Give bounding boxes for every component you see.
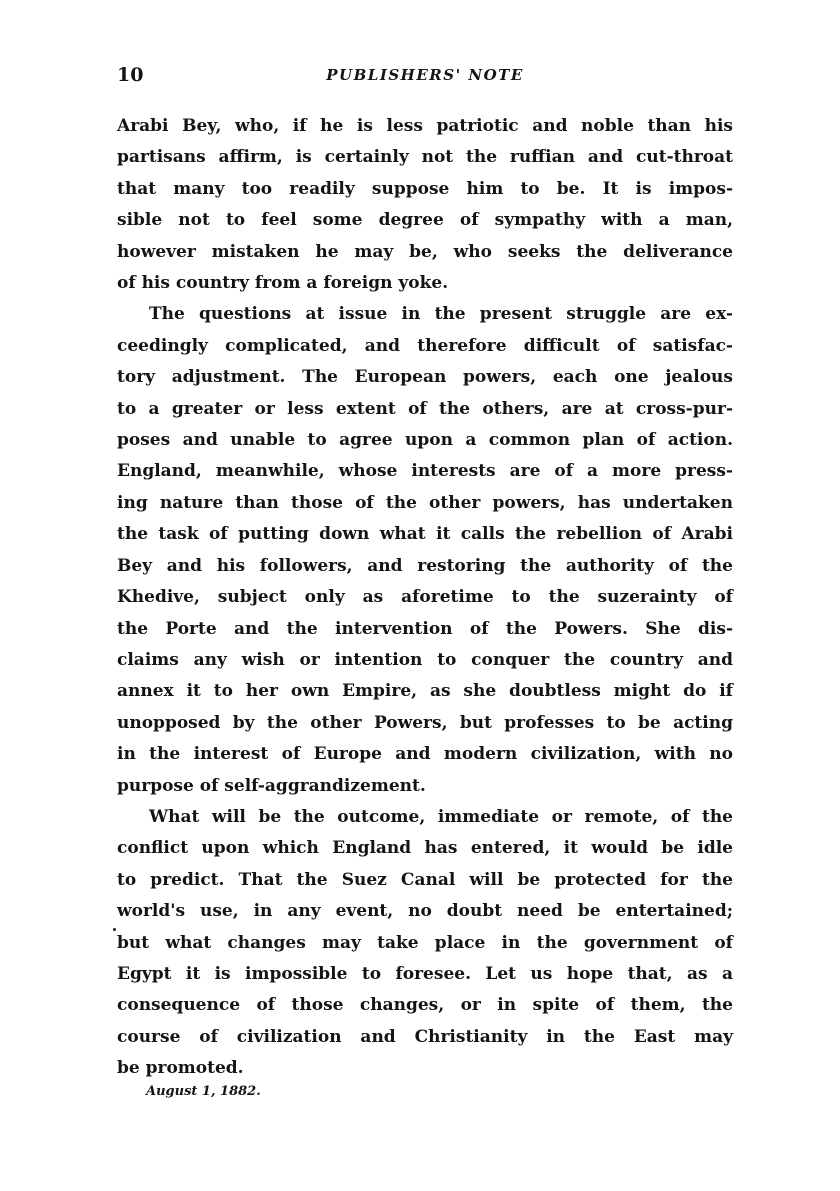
text-line: but what changes may take place in the government of bbox=[117, 932, 733, 953]
text-line: sible not to feel some degree of sympathy with a man, bbox=[117, 210, 733, 231]
text-line: the task of putting down what it calls the rebellion of Arabi bbox=[117, 524, 733, 545]
text-line: Bey and his followers, and restoring the authority of the bbox=[117, 555, 733, 576]
ink-speck bbox=[113, 928, 116, 931]
text-line: The questions at issue in the present struggle are ex- bbox=[149, 304, 733, 325]
text-line: to a greater or less extent of the others, are at cross-pur- bbox=[117, 398, 733, 419]
text-line: course of civilization and Christianity in the East may bbox=[117, 1026, 733, 1047]
text-line: in the interest of Europe and modern civilization, with no bbox=[117, 744, 733, 765]
text-line: Egypt it is impossible to foresee. Let us hope that, as a bbox=[117, 963, 733, 984]
paragraph-3 bbox=[117, 802, 733, 1085]
page-number: 10 bbox=[117, 64, 144, 86]
date-line: August 1, 1882. bbox=[146, 1084, 261, 1099]
text-line: What will be the outcome, immediate or remote, of the bbox=[149, 806, 733, 827]
text-line: that many too readily suppose him to be. It is impos- bbox=[117, 178, 733, 199]
text-line: partisans affirm, is certainly not the ruffian and cut-throat bbox=[117, 147, 733, 168]
text-line: consequence of those changes, or in spite of them, the bbox=[117, 995, 733, 1016]
text-line: however mistaken he may be, who seeks the deliverance bbox=[117, 241, 733, 262]
text-line: conflict upon which England has entered, it would be idle bbox=[117, 838, 733, 859]
text-line: England, meanwhile, whose interests are of a more press- bbox=[117, 461, 733, 482]
text-line: tory adjustment. The European powers, each one jealous bbox=[117, 367, 733, 388]
text-line: to predict. That the Suez Canal will be protected for the bbox=[117, 869, 733, 890]
text-line: be promoted. bbox=[117, 1058, 244, 1079]
paragraph-2 bbox=[117, 299, 733, 802]
text-line: ceedingly complicated, and therefore difficult of satisfac- bbox=[117, 335, 733, 356]
text-line: Arabi Bey, who, if he is less patriotic and noble than his bbox=[117, 116, 733, 136]
page-header bbox=[117, 64, 733, 92]
body-text bbox=[117, 111, 733, 1085]
text-line: claims any wish or intention to conquer the country and bbox=[117, 649, 733, 670]
text-line: annex it to her own Empire, as she doubtless might do if bbox=[117, 681, 733, 702]
paragraph-1 bbox=[117, 111, 733, 299]
text-line: the Porte and the intervention of the Powers. She dis- bbox=[117, 618, 733, 639]
text-line: world's use, in any event, no doubt need be entertained; bbox=[117, 901, 733, 922]
text-line: unopposed by the other Powers, but professes to be acting bbox=[117, 712, 733, 733]
text-line: ing nature than those of the other powers, has undertaken bbox=[117, 492, 733, 513]
text-line: Khedive, subject only as aforetime to the suzerainty of bbox=[117, 587, 733, 608]
text-line: of his country from a foreign yoke. bbox=[117, 273, 449, 294]
running-title: PUBLISHERS' NOTE bbox=[326, 66, 524, 84]
text-line: purpose of self-aggrandizement. bbox=[117, 775, 426, 796]
text-line: poses and unable to agree upon a common plan of action. bbox=[117, 430, 733, 451]
